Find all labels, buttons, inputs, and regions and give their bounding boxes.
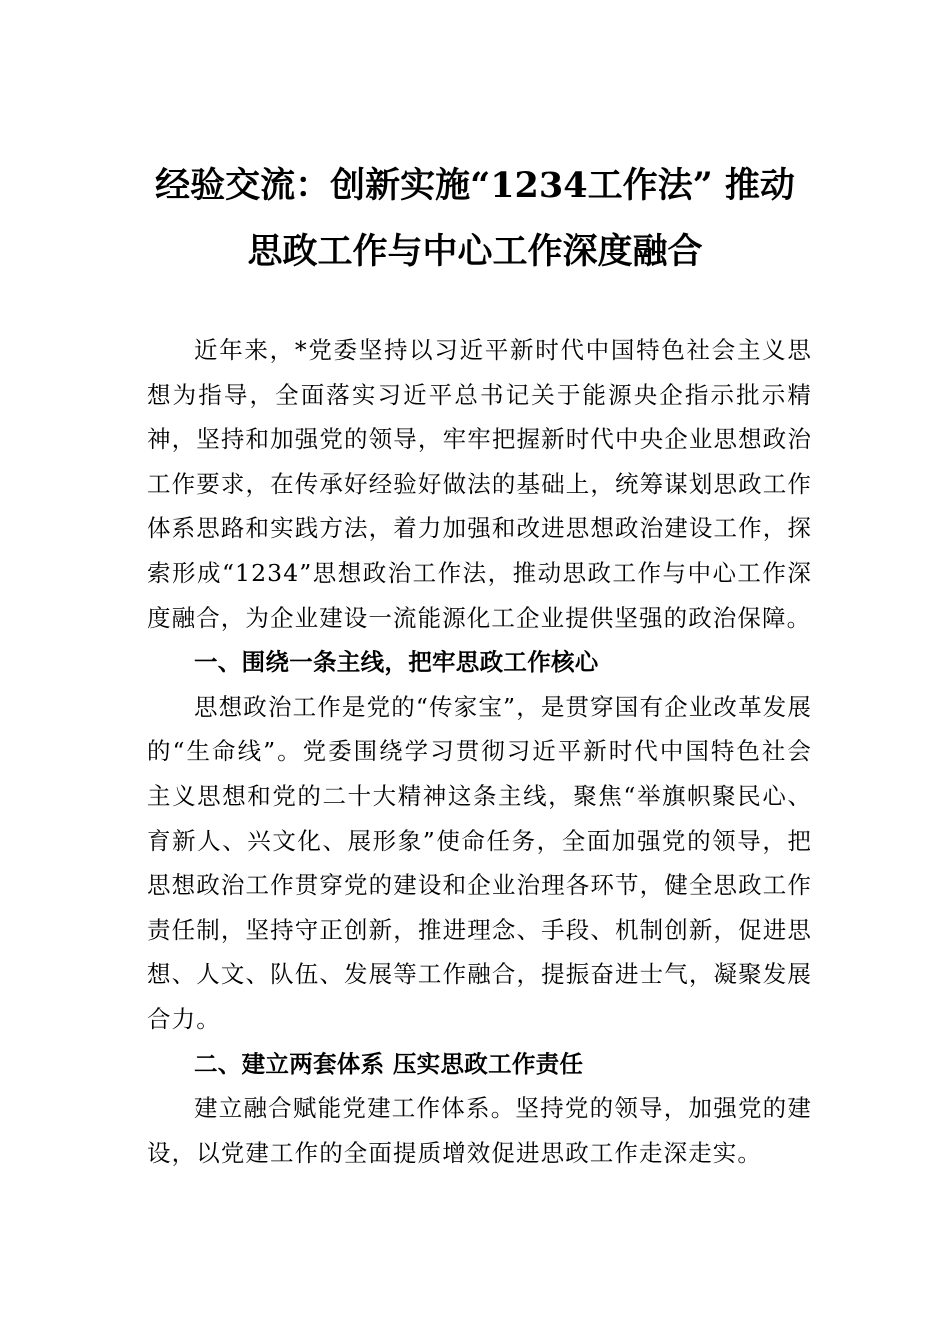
document-title-line-2: 思政工作与中心工作深度融合 [247,231,703,272]
document-body [147,328,812,1175]
section-2-paragraph: 建立融合赋能党建工作体系。坚持党的领导，加强党的建设，以党建工作的全面提质增效促进思政工作走深走实。 [147,1094,812,1167]
section-heading-1: 一、围绕一条主线，把牢思政工作核心 [194,648,599,677]
document-title-line-1: 经验交流：创新实施“1234工作法” 推动 [155,165,795,206]
intro-paragraph: 近年来，*党委坚持以习近平新时代中国特色社会主义思想为指导，全面落实习近平总书记关于能源央企指示批示精神，坚持和加强党的领导，牢牢把握新时代中央企业思想政治工作要求，在传承好经验好做法的基础上，统筹谋划思政工作体系思路和实践方法，着力加强和改进思想政治建设工作，探索形成“1234”思想政治工作法，推动思政工作与中心工作深度融合，为企业建设一流能源化工企业提供坚强的政治保障。 [147,336,812,632]
section-heading-2: 二、建立两套体系 压实思政工作责任 [194,1049,584,1078]
section-1-paragraph: 思想政治工作是党的“传家宝”，是贯穿国有企业改革发展的“生命线”。党委围绕学习贯彻习近平新时代中国特色社会主义思想和党的二十大精神这条主线，聚焦“举旗帜聚民心、育新人、兴文化、展形象”使命任务，全面加强党的领导，把思想政治工作贯穿党的建设和企业治理各环节，健全思政工作责任制，坚持守正创新，推进理念、手段、机制创新，促进思想、人文、队伍、发展等工作融合，提振奋进士气，凝聚发展合力。 [147,692,812,1033]
